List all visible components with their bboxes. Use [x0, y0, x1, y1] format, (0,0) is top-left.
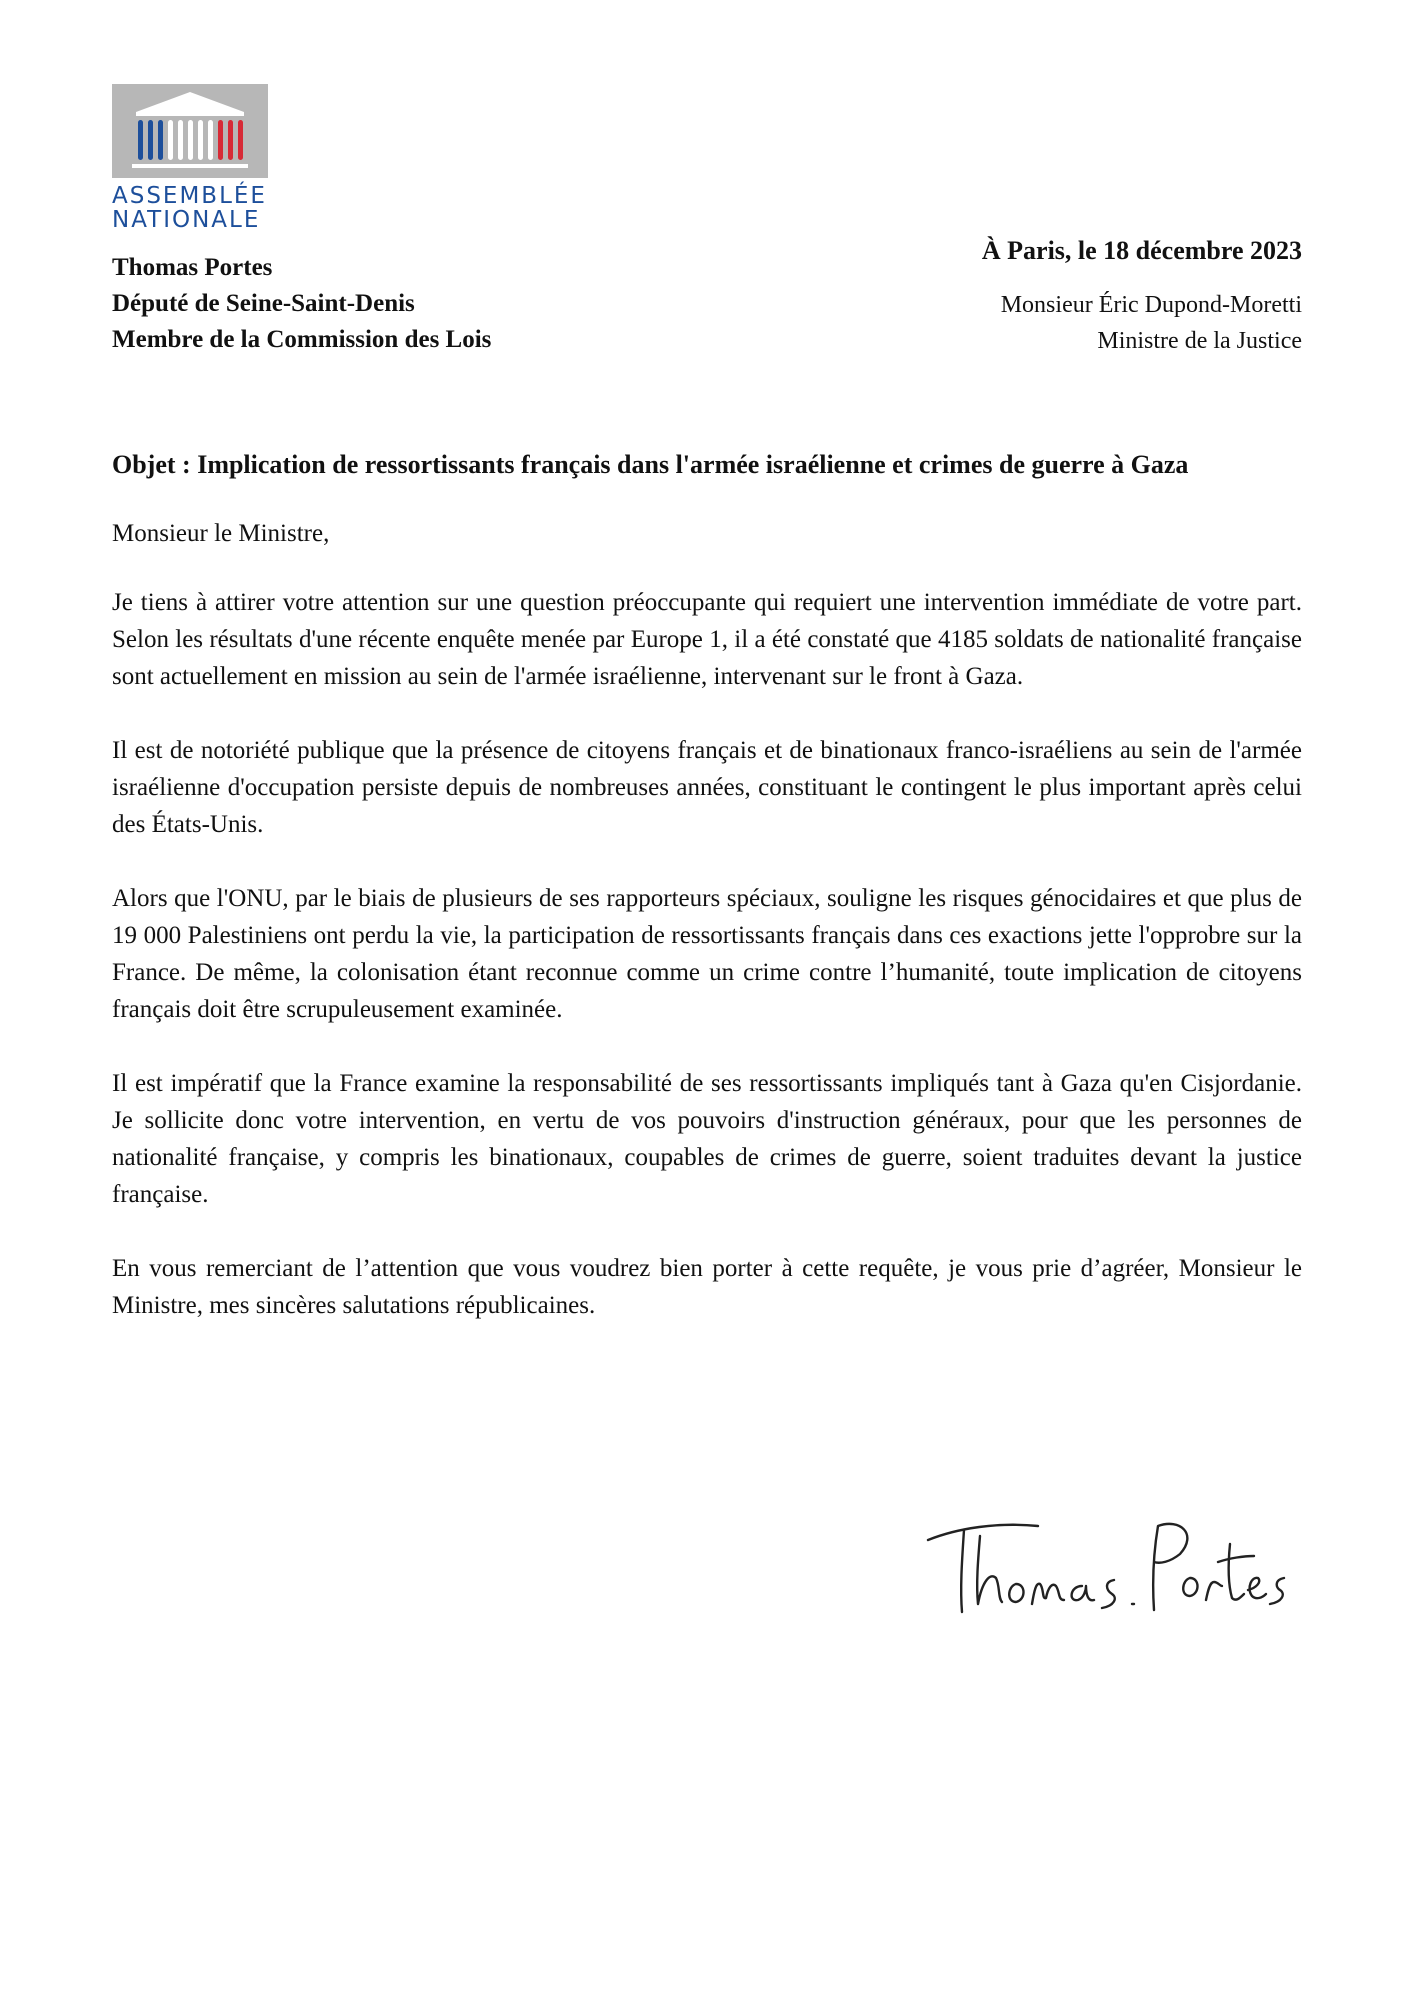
paragraph-2: Il est de notoriété publique que la présence de citoyens français et de binationaux franco-israéliens au sein de l'armée israélienne d'occupation persiste depuis de nombreuses années, constituant le contingent le plus important après celui des États-Unis. [112, 737, 1302, 838]
handwritten-signature-icon [918, 1500, 1298, 1630]
logo-line-1: ASSEMBLÉE [112, 183, 267, 209]
recipient-name: Monsieur Éric Dupond-Moretti [1000, 292, 1302, 318]
recipient-title: Ministre de la Justice [1097, 328, 1302, 354]
sender-name: Thomas Portes [112, 254, 273, 281]
logo-line-2: NATIONALE [112, 207, 261, 233]
letter-body [112, 446, 1302, 1361]
sender-role: Membre de la Commission des Lois [112, 326, 492, 353]
letter-subject: Objet : Implication de ressortissants français dans l'armée israélienne et crimes de guerre à Gaza [112, 450, 1189, 479]
sender-title: Député de Seine-Saint-Denis [112, 290, 415, 317]
sender-block [112, 250, 491, 358]
assemblee-nationale-logo [112, 84, 272, 232]
paragraph-1: Je tiens à attirer votre attention sur une question préoccupante qui requiert une intervention immédiate de votre part. Selon les résultats d'une récente enquête menée par Europe 1, il a été constaté que 4185 soldats de nationalité française sont actuellement en mission au sein de l'armée israélienne, intervenant sur le front à Gaza. [112, 589, 1302, 690]
logo-wordmark [112, 184, 272, 232]
hemicycle-emblem-icon [112, 84, 268, 178]
paragraph-4: Il est impératif que la France examine la responsabilité de ses ressortissants impliqués tant à Gaza qu'en Cisjordanie. Je sollicite donc votre intervention, en vertu de vos pouvoirs d'instruction généraux, pour que les personnes de nationalité française, y compris les binationaux, coupables de crimes de guerre, soient traduites devant la justice française. [112, 1070, 1302, 1208]
paragraph-5: En vous remerciant de l’attention que vous voudrez bien porter à cette requête, je vous prie d’agréer, Monsieur le Ministre, mes sincères salutations républicaines. [112, 1255, 1302, 1319]
letter-salutation: Monsieur le Ministre, [112, 520, 330, 547]
recipient-block [1001, 287, 1302, 359]
paragraph-3: Alors que l'ONU, par le biais de plusieurs de ses rapporteurs spéciaux, souligne les risques génocidaires et que plus de 19 000 Palestiniens ont perdu la vie, la participation de ressortissants français dans ces exactions jette l'opprobre sur la France. De même, la colonisation étant reconnue comme un crime contre l’humanité, toute implication de citoyens français doit être scrupuleusement examinée. [112, 885, 1302, 1023]
place-date: À Paris, le 18 décembre 2023 [981, 236, 1302, 265]
